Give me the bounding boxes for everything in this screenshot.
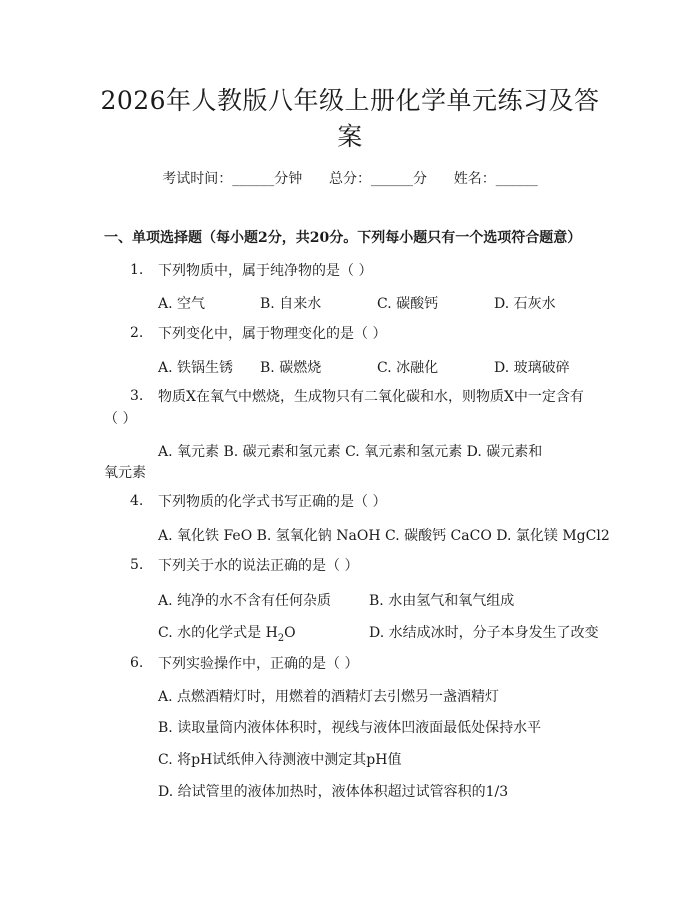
- option-c-subscript: 2: [277, 632, 285, 644]
- option-a: A. 点燃酒精灯时，用燃着的酒精灯去引燃另一盏酒精灯: [158, 689, 500, 705]
- option-b: B. 读取量筒内液体体积时，视线与液体凹液面最低处保持水平: [158, 720, 542, 736]
- score-blank: ______: [371, 171, 413, 187]
- question-text: 物质X在氧气中燃烧，生成物只有二氧化碳和水，则物质X中一定含有: [158, 389, 584, 405]
- options-line: A. 氧化铁 FeO B. 氢氧化钠 NaOH C. 碳酸钙 CaCO D. 氯化镁 MgCl2: [158, 528, 610, 544]
- page-title-line2: 案: [337, 122, 363, 151]
- score-unit: 分: [413, 171, 427, 187]
- option-c: C. 碳酸钙: [377, 296, 439, 312]
- option-b: B. 水由氢气和氧气组成: [369, 593, 515, 609]
- option-a: A. 纯净的水不含有任何杂质: [158, 593, 332, 609]
- option-b: B. 自来水: [260, 296, 322, 312]
- option-c-text: C. 水的化学式是 H: [158, 625, 278, 641]
- question-number: 2.: [130, 325, 144, 341]
- option-a: A. 空气: [158, 296, 206, 312]
- question-text: 下列实验操作中，正确的是（ ）: [158, 656, 359, 672]
- options-line: A. 氧元素 B. 碳元素和氢元素 C. 氧元素和氢元素 D. 碳元素和: [158, 444, 543, 460]
- name-label: 姓名：: [453, 171, 496, 187]
- option-d: D. 给试管里的液体加热时，液体体积超过试管容积的1/3: [158, 784, 509, 800]
- options-line-continued: 氧元素: [104, 465, 146, 481]
- name-blank: ______: [495, 171, 538, 187]
- question-number: 1.: [130, 262, 144, 278]
- question-number: 5.: [130, 557, 144, 573]
- option-c: C. 冰融化: [377, 360, 439, 376]
- option-c-tail: O: [284, 625, 296, 641]
- question-number: 6.: [130, 655, 144, 671]
- exam-meta: [0, 168, 700, 188]
- option-c: [158, 622, 296, 644]
- section-heading: 一、单项选择题（每小题2分，共20分。下列每小题只有一个选项符合题意）: [104, 230, 582, 246]
- option-b: B. 碳燃烧: [260, 360, 322, 376]
- time-blank: ______: [232, 171, 275, 187]
- question-text: 下列关于水的说法正确的是（ ）: [158, 558, 359, 574]
- question-text: 下列物质中，属于纯净物的是（ ）: [158, 263, 373, 279]
- option-a: A. 铁锅生锈: [158, 360, 234, 376]
- score-label: 总分：: [329, 171, 371, 187]
- option-d: D. 玻璃破碎: [494, 360, 570, 376]
- question-text: 下列物质的化学式书写正确的是（ ）: [158, 494, 387, 510]
- time-label: 考试时间：: [162, 171, 233, 187]
- option-d: D. 水结成冰时，分子本身发生了改变: [369, 625, 599, 641]
- question-text: 下列变化中，属于物理变化的是（ ）: [158, 326, 387, 342]
- option-c: C. 将pH试纸伸入待测液中测定其pH值: [158, 752, 402, 768]
- option-d: D. 石灰水: [494, 296, 556, 312]
- question-number: 4.: [130, 493, 144, 509]
- time-unit: 分钟: [274, 171, 303, 187]
- question-text-continued: （ ）: [104, 411, 137, 427]
- page-title-line1: 2026年人教版八年级上册化学单元练习及答: [100, 86, 600, 115]
- question-number: 3.: [130, 388, 144, 404]
